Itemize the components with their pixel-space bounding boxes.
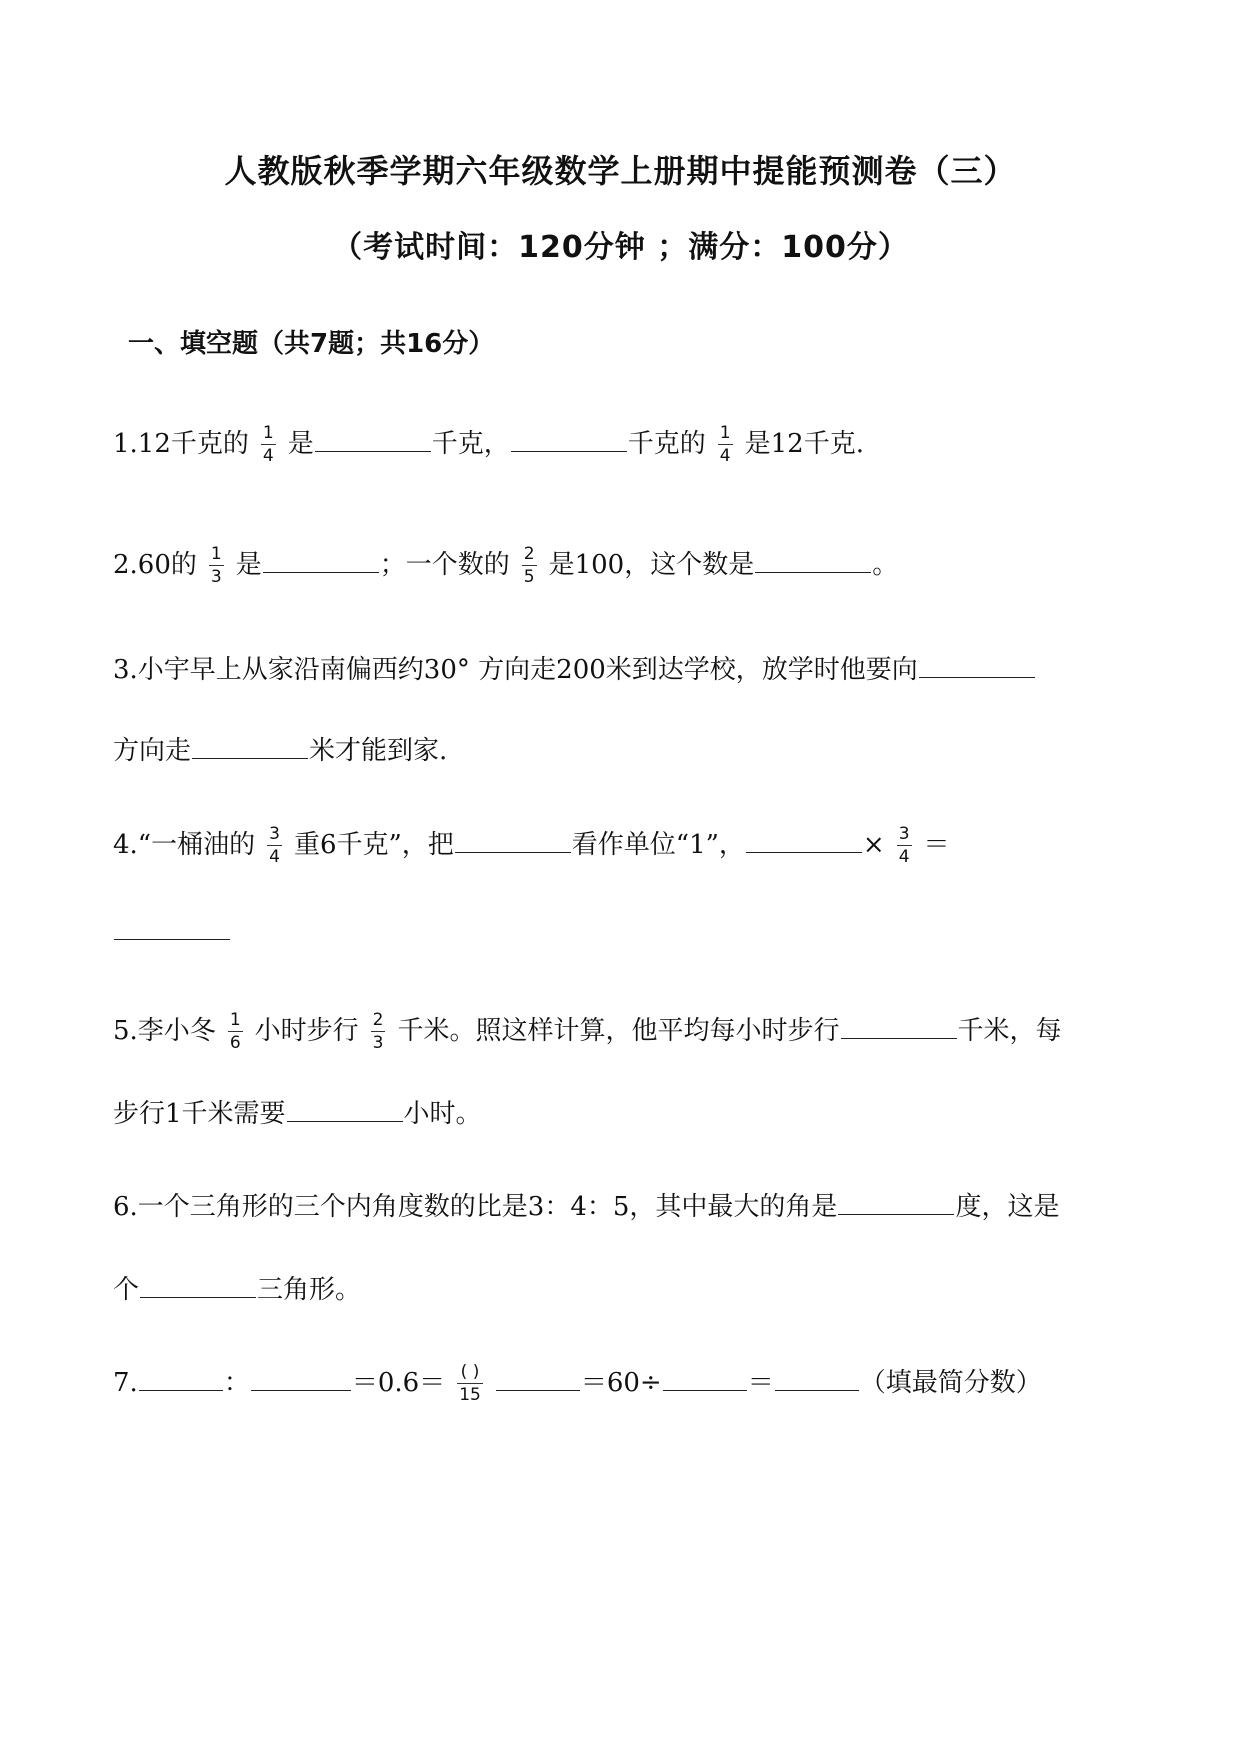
q1-text-e: 是12千克.	[744, 429, 864, 459]
question-6-cont	[113, 1270, 1133, 1310]
answer-blank[interactable]	[455, 826, 571, 853]
question-4-cont	[113, 912, 1133, 952]
question-6	[113, 1187, 1133, 1227]
q7-text-b: ：	[223, 1368, 250, 1398]
q1-text-c: 千克，	[431, 429, 510, 459]
fraction: $\frac{1}{3}$	[210, 544, 222, 587]
question-5-cont	[113, 1094, 1133, 1134]
fraction: $\frac{2}{5}$	[523, 544, 535, 587]
q2-text-c: ；一个数的	[379, 550, 510, 580]
answer-blank[interactable]	[755, 546, 871, 573]
q6-text-d: 三角形。	[257, 1275, 362, 1305]
q7-text-f: （填最简分数）	[859, 1368, 1042, 1398]
question-7	[113, 1363, 1133, 1403]
q5-text-a: 5.李小冬	[113, 1016, 216, 1046]
question-2	[113, 545, 1133, 585]
q4-text-c: 看作单位“1”，	[571, 830, 745, 860]
fraction: $\frac{2}{3}$	[372, 1010, 384, 1053]
question-3-cont	[113, 731, 1133, 771]
q3-text-b: 米才能到家.	[309, 736, 448, 766]
question-1	[113, 424, 1133, 464]
q5-text-e: 步行1千米需要	[113, 1099, 286, 1129]
answer-blank[interactable]	[919, 651, 1035, 678]
question-3	[113, 650, 1133, 690]
q2-text-d: 是100，这个数是	[548, 550, 755, 580]
answer-blank[interactable]	[746, 826, 862, 853]
question-4	[113, 825, 1133, 865]
question-5	[113, 1011, 1133, 1051]
q4-text-a: 4.“一桶油的	[113, 830, 256, 860]
exam-info: （考试时间：120分钟 ；满分：100分）	[332, 230, 909, 265]
answer-blank[interactable]	[263, 546, 379, 573]
q5-text-f: 小时。	[403, 1099, 482, 1129]
q6-text-c: 个	[113, 1275, 140, 1305]
q2-text-e: 。	[872, 550, 899, 580]
q4-text-e: ＝	[923, 830, 950, 860]
fraction: $\frac{3}{4}$	[898, 824, 910, 867]
answer-blank[interactable]	[663, 1364, 747, 1391]
answer-blank[interactable]	[251, 1364, 351, 1391]
answer-blank[interactable]	[841, 1012, 957, 1039]
q1-text-b: 是	[287, 429, 314, 459]
q5-text-b: 小时步行	[254, 1016, 359, 1046]
fraction: $\frac{1}{4}$	[719, 423, 731, 466]
answer-blank[interactable]	[315, 425, 431, 452]
q7-text-a: 7.	[113, 1368, 138, 1398]
fraction: $\frac{( )}{15}$	[459, 1362, 481, 1405]
answer-blank[interactable]	[511, 425, 627, 452]
q4-text-d: ×	[862, 830, 885, 860]
page-title: 人教版秋季学期六年级数学上册期中提能预测卷（三）	[224, 152, 1017, 190]
answer-blank[interactable]	[114, 913, 230, 940]
q4-text-b: 重6千克”，把	[293, 830, 454, 860]
answer-blank[interactable]	[496, 1364, 580, 1391]
fraction: $\frac{3}{4}$	[269, 824, 280, 867]
q5-text-d: 千米，每	[957, 1016, 1062, 1046]
answer-blank[interactable]	[775, 1364, 859, 1391]
fraction: $\frac{1}{6}$	[229, 1010, 241, 1053]
q3-text-a: 方向走	[113, 736, 192, 766]
answer-blank[interactable]	[140, 1271, 256, 1298]
q6-text-b: 度，这是	[955, 1192, 1060, 1222]
answer-blank[interactable]	[192, 732, 308, 759]
q3-text-line1: 3.小宇早上从家沿南偏西约30° 方向走200米到达学校，放学时他要向	[113, 655, 918, 685]
fraction: $\frac{1}{4}$	[262, 423, 274, 466]
answer-blank[interactable]	[139, 1364, 223, 1391]
answer-blank[interactable]	[287, 1095, 403, 1122]
q6-text-a: 6.一个三角形的三个内角度数的比是3：4：5，其中最大的角是	[113, 1192, 838, 1222]
q1-text-a: 1.12千克的	[113, 429, 249, 459]
q5-text-c: 千米。照这样计算，他平均每小时步行	[397, 1016, 840, 1046]
answer-blank[interactable]	[838, 1188, 954, 1215]
q7-text-c: ＝0.6＝	[351, 1368, 446, 1398]
q2-text-b: 是	[235, 550, 262, 580]
q1-text-d: 千克的	[627, 429, 706, 459]
q7-text-d: ＝60÷	[580, 1368, 662, 1398]
section-heading: 一、填空题（共7题；共16分）	[128, 329, 495, 359]
q2-text-a: 2.60的	[113, 550, 197, 580]
q7-text-e: ＝	[747, 1368, 774, 1398]
